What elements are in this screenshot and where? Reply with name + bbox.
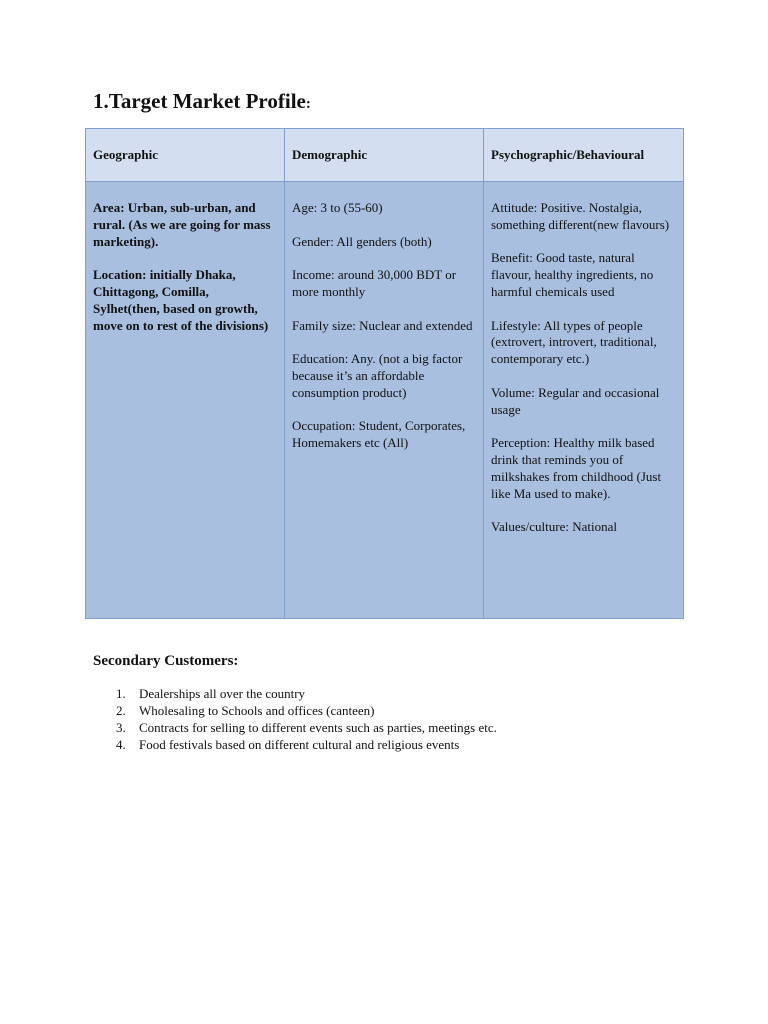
table-header-row <box>86 129 684 182</box>
demo-income: Income: around 30,000 BDT or more monthly <box>292 267 457 299</box>
psychographic-cell <box>484 182 684 619</box>
list-item <box>93 736 497 753</box>
psy-values: Values/culture: National <box>491 519 617 535</box>
demo-family-size: Family size: Nuclear and extended <box>292 317 473 333</box>
demographic-cell <box>285 182 484 619</box>
geographic-cell <box>86 182 285 619</box>
page-title-text: 1.Target Market Profile <box>93 89 306 113</box>
secondary-customers-list <box>93 685 497 753</box>
demo-education: Education: Any. (not a big factor because it’s an affordable consumption product) <box>292 351 463 400</box>
demo-age: Age: 3 to (55-60) <box>292 200 383 215</box>
header-geographic: Geographic <box>86 129 285 182</box>
psy-lifestyle: Lifestyle: All types of people (extrovert, introvert, traditional, contemporary etc.) <box>491 317 657 367</box>
list-item-number: 3. <box>116 720 126 735</box>
psy-volume: Volume: Regular and occasional usage <box>491 384 660 417</box>
header-psychographic: Psychographic/Behavioural <box>484 129 684 182</box>
secondary-customers-title: Secondary Customers: <box>93 653 239 669</box>
psy-attitude: Attitude: Positive. Nostalgia, something different(new flavours) <box>491 200 670 232</box>
geo-area: Area: Urban, sub-urban, and rural. (As we are going for mass marketing). <box>93 200 271 249</box>
list-item <box>93 719 497 736</box>
page-title <box>93 88 311 117</box>
list-item-text: Dealerships all over the country <box>139 686 306 701</box>
demo-occupation: Occupation: Student, Corporates, Homemakers etc (All) <box>292 418 466 451</box>
list-item-number: 4. <box>116 737 126 752</box>
target-market-table <box>85 128 684 619</box>
psy-perception: Perception: Healthy milk based drink that reminds you of milkshakes from childhood (Just like Ma used to make). <box>491 435 662 501</box>
list-item <box>93 702 497 719</box>
header-demographic: Demographic <box>285 129 484 182</box>
table-row <box>86 182 684 619</box>
demo-gender: Gender: All genders (both) <box>292 233 432 249</box>
list-item-text: Wholesaling to Schools and offices (canteen) <box>139 703 375 718</box>
list-item-number: 2. <box>116 703 126 718</box>
list-item-text: Food festivals based on different cultural and religious events <box>139 737 460 752</box>
list-item-text: Contracts for selling to different events such as parties, meetings etc. <box>139 720 497 735</box>
list-item <box>93 685 497 702</box>
geo-location: Location: initially Dhaka, Chittagong, Comilla, Sylhet(then, based on growth, move on to rest of the divisions) <box>93 267 269 333</box>
page-title-colon: : <box>305 96 311 112</box>
list-item-number: 1. <box>116 686 126 701</box>
psy-benefit: Benefit: Good taste, natural flavour, healthy ingredients, no harmful chemicals used <box>491 250 654 299</box>
